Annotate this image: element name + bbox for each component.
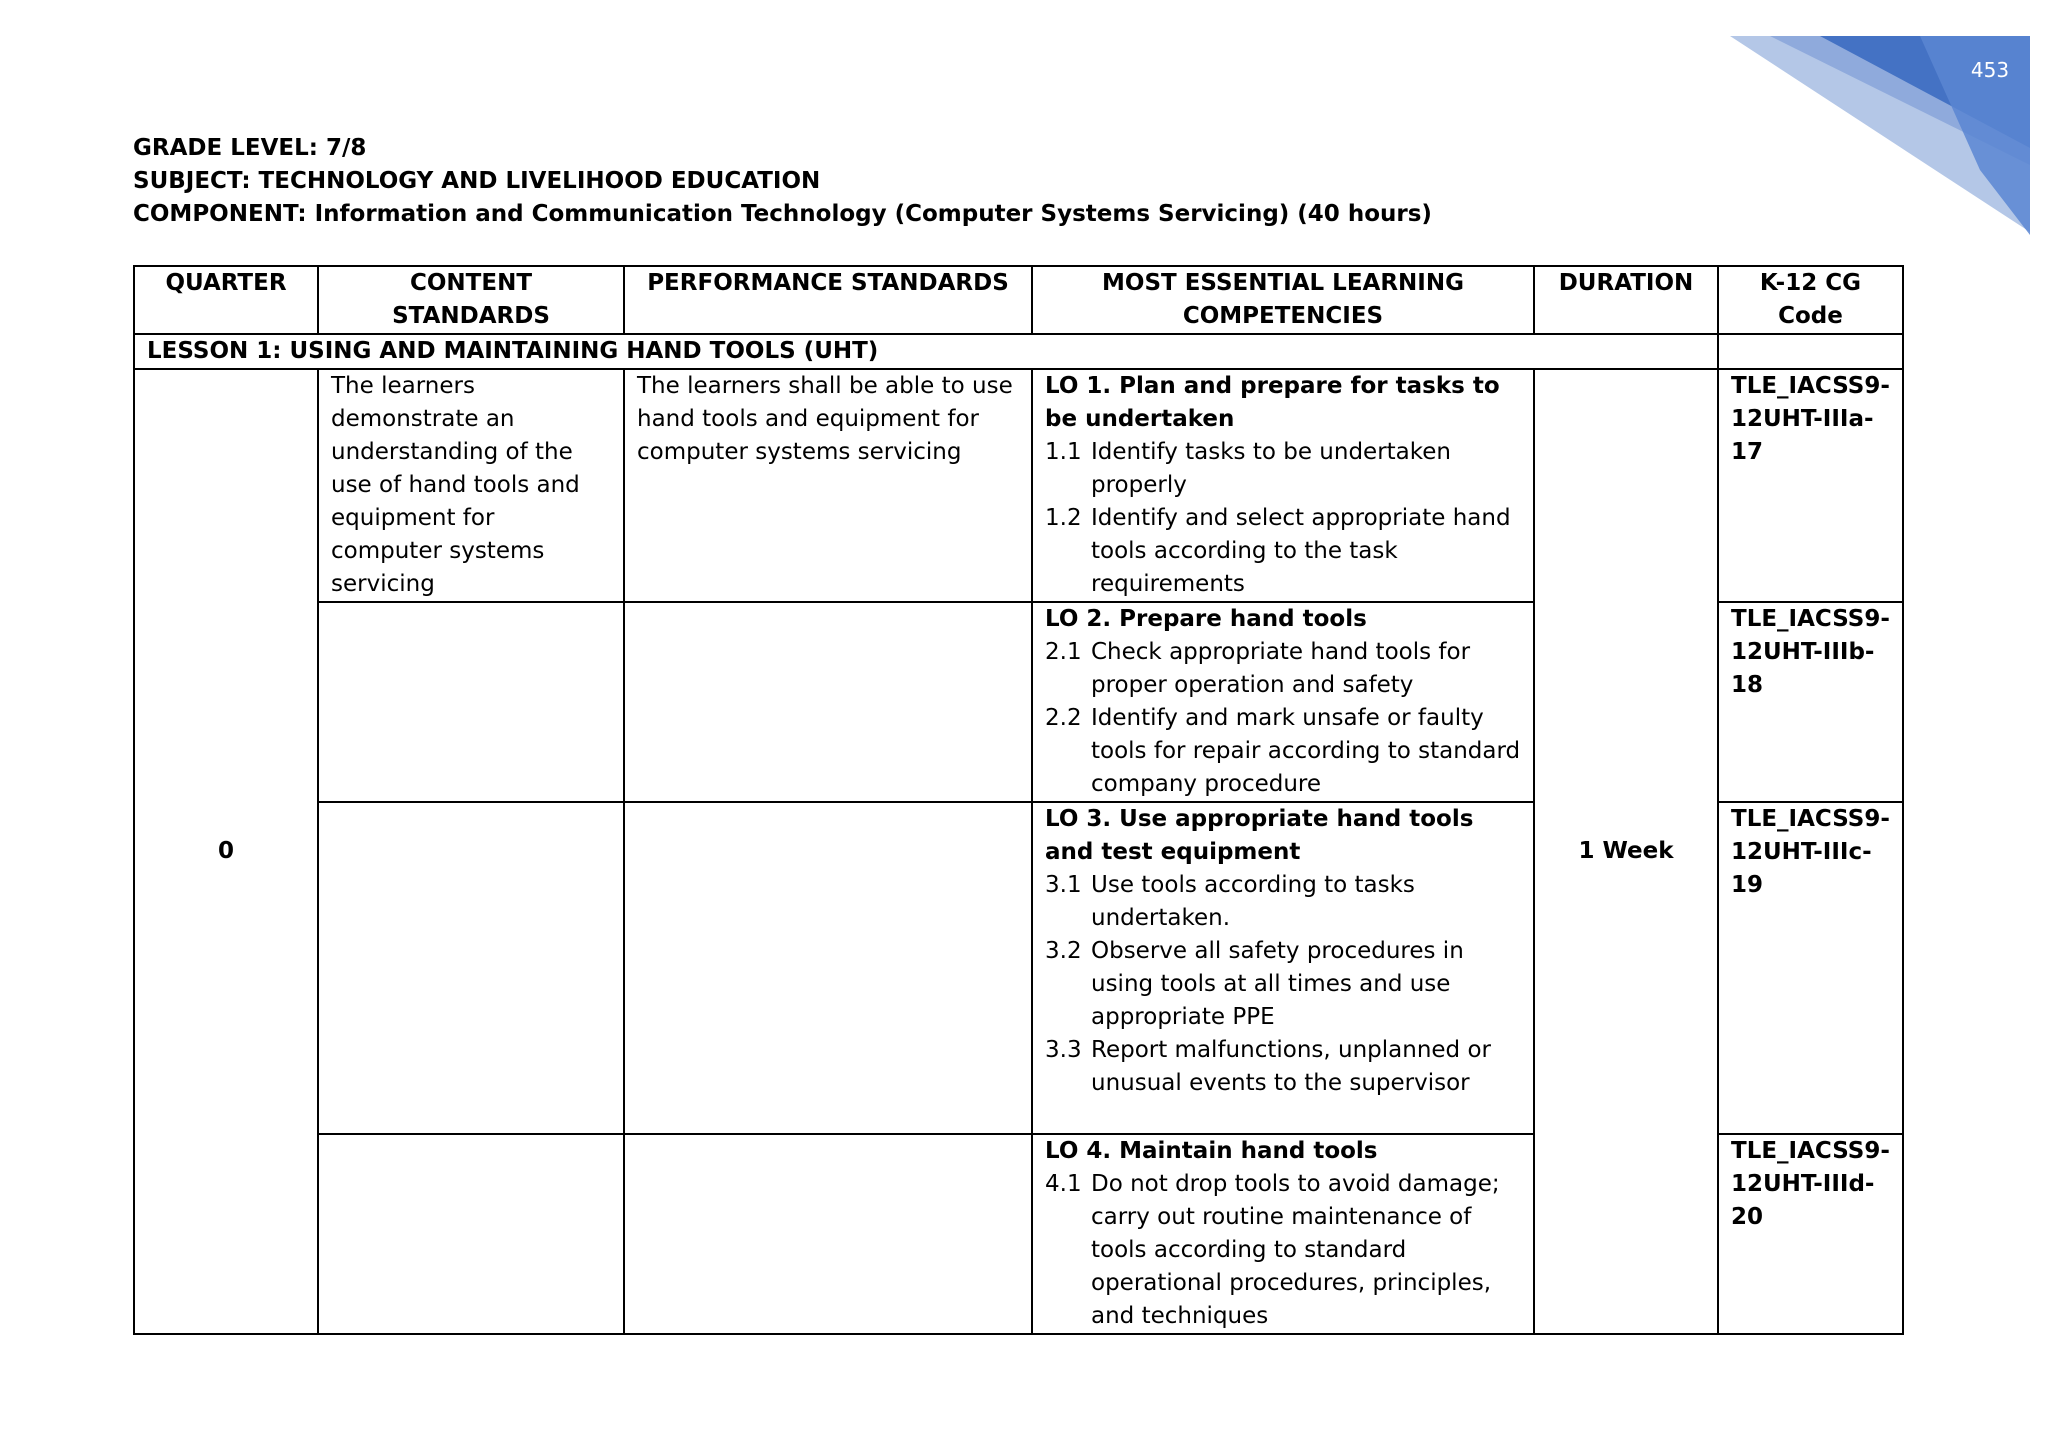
cg-code-cell-4: TLE_IACSS9-12UHT-IIId-20 (1718, 1134, 1903, 1334)
lesson-code-empty (1718, 334, 1903, 369)
header-duration: DURATION (1534, 266, 1718, 334)
header-quarter: QUARTER (134, 266, 318, 334)
duration-cell: 1 Week (1534, 369, 1718, 1334)
competency-item (1045, 502, 1521, 601)
competency-item (1045, 869, 1521, 935)
competency-item (1045, 1034, 1521, 1100)
item-text: Check appropriate hand tools for proper operation and safety (1091, 639, 1471, 698)
performance-standard-empty (624, 602, 1032, 802)
competency-cell-4 (1032, 1134, 1534, 1334)
cg-code-cell-3: TLE_IACSS9-12UHT-IIIc-19 (1718, 802, 1903, 1134)
lo-title: LO 1. Plan and prepare for tasks to be undertaken (1045, 373, 1500, 432)
item-number: 2.1 (1045, 639, 1082, 665)
item-number: 3.1 (1045, 872, 1082, 898)
item-text: Use tools according to tasks undertaken. (1091, 872, 1415, 931)
competency-item (1045, 436, 1521, 502)
performance-standard-cell: The learners shall be able to use hand tools and equipment for computer systems servicing (624, 369, 1032, 602)
competency-cell-3 (1032, 802, 1534, 1134)
performance-standard-empty (624, 1134, 1032, 1334)
item-number: 1.2 (1045, 505, 1082, 531)
lo-title: LO 4. Maintain hand tools (1045, 1138, 1378, 1164)
lo-title: LO 3. Use appropriate hand tools and test equipment (1045, 806, 1474, 865)
content-standard-cell: The learners demonstrate an understanding of the use of hand tools and equipment for computer systems servicing (318, 369, 624, 602)
cg-code-cell-1: TLE_IACSS9-12UHT-IIIa-17 (1718, 369, 1903, 602)
item-number: 1.1 (1045, 439, 1082, 465)
content-standard-empty (318, 602, 624, 802)
header-content-standards: CONTENT STANDARDS (318, 266, 624, 334)
item-text: Identify and select appropriate hand tools according to the task requirements (1091, 505, 1511, 597)
item-text: Observe all safety procedures in using tools at all times and use appropriate PPE (1091, 938, 1464, 1030)
quarter-cell: 0 (134, 369, 318, 1334)
item-number: 3.2 (1045, 938, 1082, 964)
item-text: Do not drop tools to avoid damage; carry out routine maintenance of tools according to standard operational procedures, principles, and techniques (1091, 1171, 1500, 1329)
lo-title: LO 2. Prepare hand tools (1045, 606, 1367, 632)
item-number: 2.2 (1045, 705, 1082, 731)
item-text: Report malfunctions, unplanned or unusual events to the supervisor (1091, 1037, 1491, 1096)
performance-standard-empty (624, 802, 1032, 1134)
content-standard-empty (318, 1134, 624, 1334)
cg-code-cell-2: TLE_IACSS9-12UHT-IIIb-18 (1718, 602, 1903, 802)
grade-level: GRADE LEVEL: 7/8 (133, 135, 367, 161)
melc-table (133, 265, 1904, 1335)
lesson-row (134, 334, 1903, 369)
competency-item (1045, 702, 1521, 801)
header-performance-standards: PERFORMANCE STANDARDS (624, 266, 1032, 334)
lesson-title: LESSON 1: USING AND MAINTAINING HAND TOOLS (UHT) (134, 334, 1718, 369)
header-melc: MOST ESSENTIAL LEARNING COMPETENCIES (1032, 266, 1534, 334)
header-cg-code: K-12 CG Code (1718, 266, 1903, 334)
competency-cell-1 (1032, 369, 1534, 602)
table-header-row (134, 266, 1903, 334)
item-number: 3.3 (1045, 1037, 1082, 1063)
item-text: Identify tasks to be undertaken properly (1091, 439, 1452, 498)
subject: SUBJECT: TECHNOLOGY AND LIVELIHOOD EDUCATION (133, 168, 821, 194)
competency-item (1045, 1168, 1521, 1333)
page-number: 453 (1970, 58, 2010, 82)
component: COMPONENT: Information and Communication Technology (Computer Systems Servicing) (40 hours) (133, 201, 1432, 227)
item-number: 4.1 (1045, 1171, 1082, 1197)
competency-item (1045, 636, 1521, 702)
content-standard-empty (318, 802, 624, 1134)
document-header (133, 132, 1432, 231)
item-text: Identify and mark unsafe or faulty tools for repair according to standard company procedure (1091, 705, 1521, 797)
table-row (134, 369, 1903, 602)
competency-item (1045, 935, 1521, 1034)
competency-cell-2 (1032, 602, 1534, 802)
